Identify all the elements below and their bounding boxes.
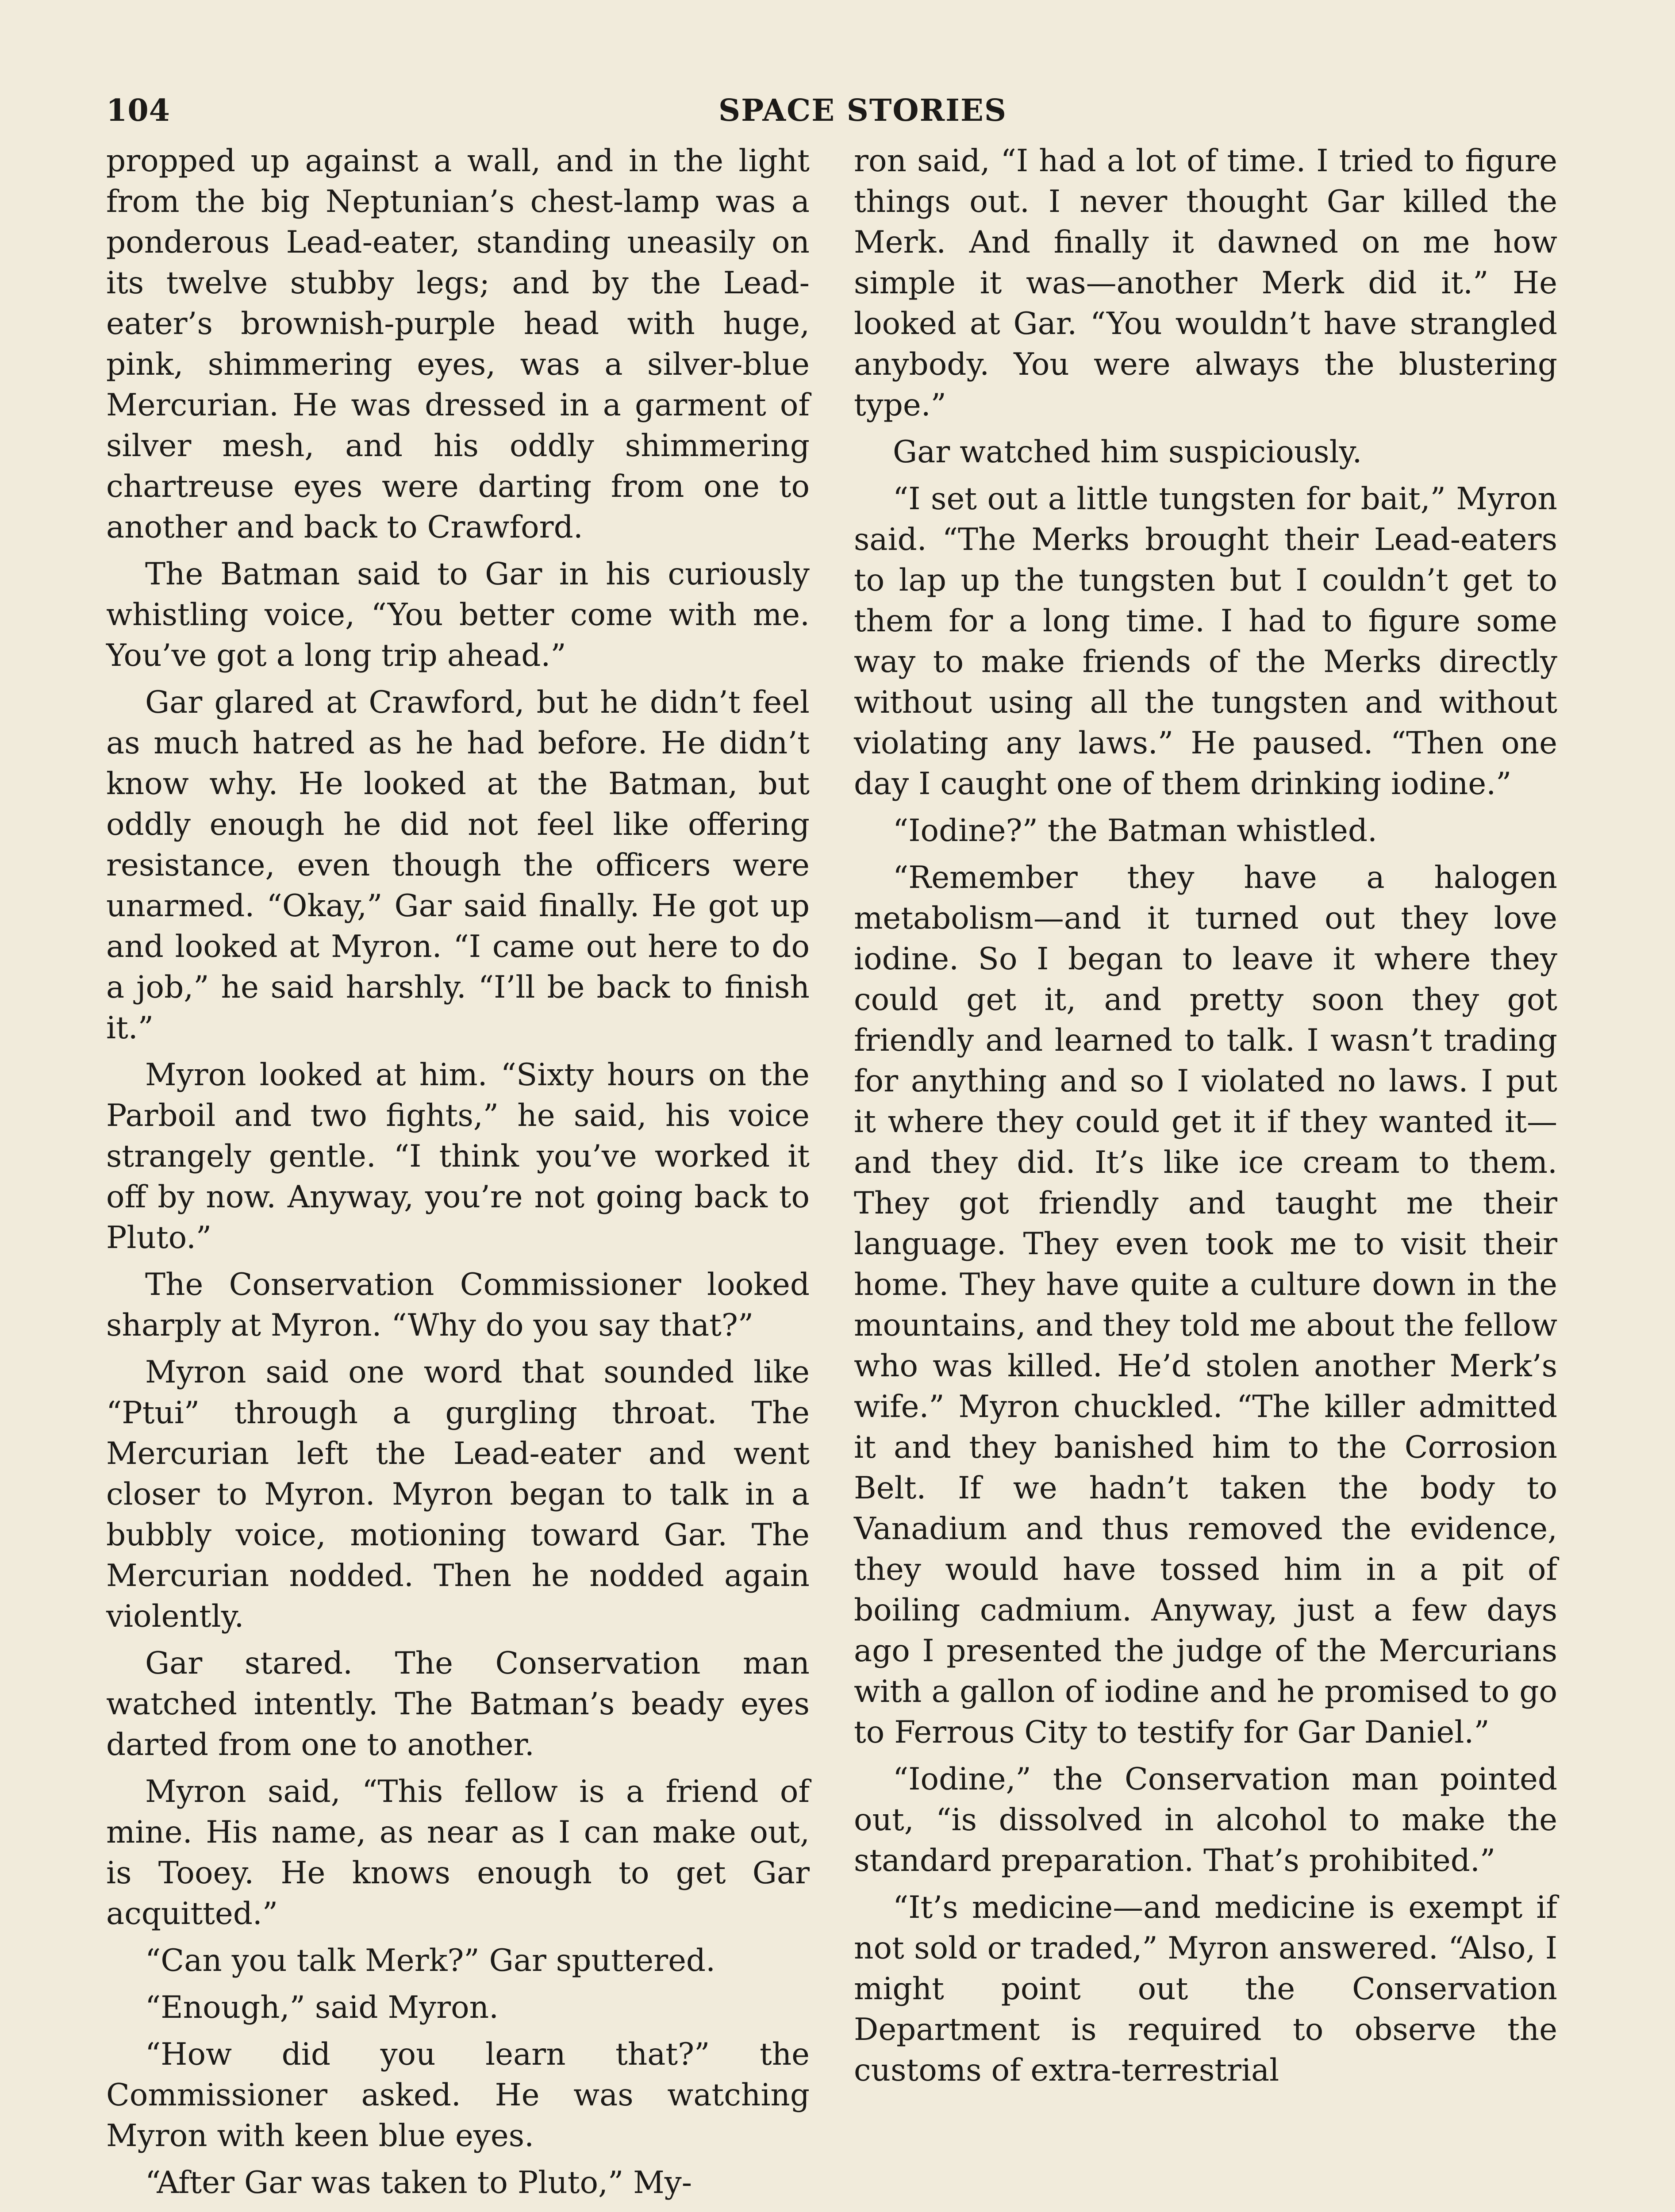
paragraph: “How did you learn that?” the Commissioner asked. He was watching Myron with keen blue eyes. [106,2037,810,2154]
text-column-right [854,141,1557,2212]
paragraph: “Can you talk Merk?” Gar sputtered. [145,1943,716,1978]
paragraph: ron said, “I had a lot of time. I tried to figure things out. I never thought Gar killed the Merk. And finally it dawned on me how simple it was—another Merk did it.” He looked at Gar. “You wouldn’t have strangled anybody. You were always the blustering type.” [854,143,1557,423]
paragraph: “Enough,” said Myron. [145,1990,499,2025]
running-title: SPACE STORIES [718,93,1007,128]
paragraph: Myron said, “This fellow is a friend of mine. His name, as near as I can make out, is Tooey. He knows enough to get Gar acquitted.” [106,1774,810,1932]
paragraph: Myron looked at him. “Sixty hours on the Parboil and two fights,” he said, his voice strangely gentle. “I think you’ve worked it off by now. Anyway, you’re not going back to Pluto.” [106,1057,810,1256]
paragraph: “I set out a little tungsten for bait,” Myron said. “The Merks brought their Lead-eaters to lap up the tungsten but I couldn’t get to them for a long time. I had to figure some way to make friends of the Merks directly without using all the tungsten and without violating any laws.” He paused. “Then one day I caught one of them drinking iodine.” [854,481,1557,802]
paragraph: “Iodine?” the Batman whistled. [893,813,1377,849]
paragraph: The Conservation Commissioner looked sharply at Myron. “Why do you say that?” [106,1267,810,1343]
paragraph: “Iodine,” the Conservation man pointed out, “is dissolved in alcohol to make the standard preparation. That’s prohibited.” [854,1762,1557,1878]
paragraph: Myron said one word that sounded like “Ptui” through a gurgling throat. The Mercurian left the Lead-eater and went closer to Myron. Myron began to talk in a bubbly voice, motioning toward Gar. The Mercurian nodded. Then he nodded again violently. [106,1355,810,1634]
paragraph: “After Gar was taken to Pluto,” My- [145,2165,692,2200]
paragraph: propped up against a wall, and in the light from the big Neptunian’s chest-lamp was a ponderous Lead-eater, standing uneasily on its twelve stubby legs; and by the Lead-eater’s brownish-purple head with huge, pink, shimmering eyes, was a silver-blue Mercurian. He was dressed in a garment of silver mesh, and his oddly shimmering chartreuse eyes were darting from one to another and back to Crawford. [106,143,810,545]
paragraph: Gar glared at Crawford, but he didn’t feel as much hatred as he had before. He didn’t know why. He looked at the Batman, but oddly enough he did not feel like offering resistance, even though the officers were unarmed. “Okay,” Gar said finally. He got up and looked at Myron. “I came out here to do a job,” he said harshly. “I’ll be back to finish it.” [106,685,810,1046]
paragraph: “It’s medicine—and medicine is exempt if not sold or traded,” Myron answered. “Also, I might point out the Conservation Department is required to observe the customs of extra-terrestrial [854,1890,1557,2088]
paragraph: The Batman said to Gar in his curiously whistling voice, “You better come with me. You’ve got a long trip ahead.” [106,557,810,673]
paragraph: Gar stared. The Conservation man watched intently. The Batman’s beady eyes darted from one to another. [106,1646,810,1763]
text-column-left [106,141,810,2212]
page-number: 104 [106,93,170,128]
paragraph: Gar watched him suspiciously. [893,434,1362,470]
paragraph: “Remember they have a halogen metabolism—and it turned out they love iodine. So I began to leave it where they could get it, and pretty soon they got friendly and learned to talk. I wasn’t trading for anything and so I violated no laws. I put it where they could get it if they wanted it—and they did. It’s like ice cream to them. They got friendly and taught me their language. They even took me to visit their home. They have quite a culture down in the mountains, and they told me about the fellow who was killed. He’d stolen another Merk’s wife.” Myron chuckled. “The killer admitted it and they banished him to the Corrosion Belt. If we hadn’t taken the body to Vanadium and thus removed the evidence, they would have tossed him in a pit of boiling cadmium. Anyway, just a few days ago I presented the judge of the Mercurians with a gallon of iodine and he promised to go to Ferrous City to testify for Gar Daniel.” [854,860,1557,1750]
